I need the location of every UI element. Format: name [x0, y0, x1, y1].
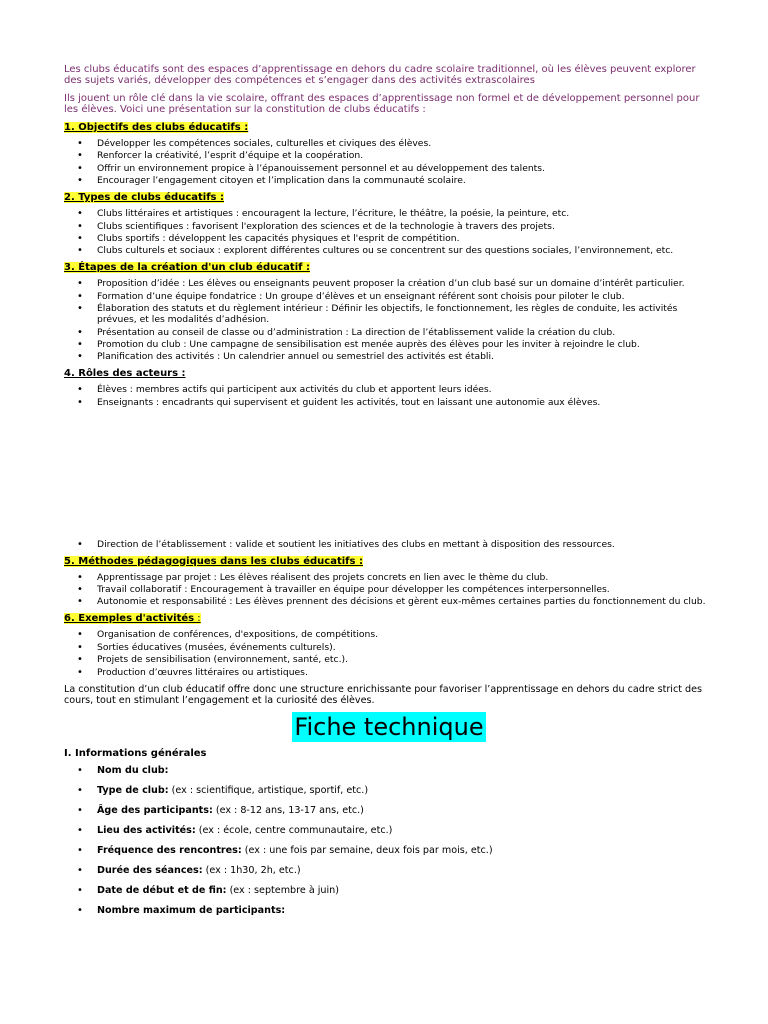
list-item: • Type de club: (ex : scientifique, artistique, sportif, etc.): [64, 785, 714, 797]
list-item: • Apprentissage par projet : Les élèves réalisent des projets concrets en lien avec le thème du club.: [64, 572, 714, 583]
closing-paragraph: La constitution d’un club éducatif offre donc une structure enrichissante pour favoriser l’apprentissage en dehors du cadre strict des cours, tout en stimulant l’engagement et la curiosité des élèves.: [64, 683, 703, 706]
list-info: [64, 765, 714, 917]
list-item: • Clubs culturels et sociaux : explorent différentes cultures ou se concentrent sur des questions sociales, l’environnement, etc.: [64, 245, 714, 256]
intro-paragraph-2: Ils jouent un rôle clé dans la vie scolaire, offrant des espaces d’apprentissage non formel et de développement personnel pour les élèves. Voici une présentation sur la constitution de clubs éducatifs :: [64, 93, 700, 115]
section-heading-methodes: 5. Méthodes pédagogiques dans les clubs éducatifs :: [64, 555, 363, 567]
list-item: • Renforcer la créativité, l’esprit d’équipe et la coopération.: [64, 150, 714, 161]
list-item: • Organisation de conférences, d'expositions, de compétitions.: [64, 629, 714, 640]
list-item: • Sorties éducatives (musées, événements culturels).: [64, 642, 714, 653]
list-roles-continued: [64, 539, 714, 550]
section-heading-objectifs: 1. Objectifs des clubs éducatifs :: [64, 122, 249, 133]
list-item: • Développer les compétences sociales, culturelles et civiques des élèves.: [64, 138, 714, 149]
list-item: • Enseignants : encadrants qui supervisent et guident les activités, tout en laissant une autonomie aux élèves.: [64, 397, 714, 408]
list-item: • Date de début et de fin: (ex : septembre à juin): [64, 885, 714, 897]
list-roles: [64, 384, 714, 407]
list-item: • Promotion du club : Une campagne de sensibilisation est menée auprès des élèves pour les inviter à rejoindre le club.: [64, 339, 714, 350]
list-item: • Âge des participants: (ex : 8-12 ans, 13-17 ans, etc.): [64, 805, 714, 817]
list-item: • Offrir un environnement propice à l’épanouissement personnel et au développement des talents.: [64, 163, 714, 174]
info-heading: I. Informations générales: [64, 747, 207, 759]
list-item: • Travail collaboratif : Encouragement à travailler en équipe pour développer les compétences interpersonnelles.: [64, 584, 714, 595]
list-item: • Clubs littéraires et artistiques : encouragent la lecture, l’écriture, le théâtre, la poésie, la peinture, etc.: [64, 208, 714, 219]
list-item: • Clubs sportifs : développent les capacités physiques et l'esprit de compétition.: [64, 233, 714, 244]
list-objectifs: [64, 138, 714, 186]
intro-paragraph-1: Les clubs éducatifs sont des espaces d’apprentissage en dehors du cadre scolaire traditionnel, où les élèves peuvent explorer des sujets variés, développer des compétences et s’engager dans des activités extrascolaires: [64, 64, 696, 86]
section-heading-types: 2. Types de clubs éducatifs :: [64, 192, 224, 204]
list-item: • Durée des séances: (ex : 1h30, 2h, etc.): [64, 865, 714, 877]
list-types: [64, 208, 714, 256]
list-item: • Élèves : membres actifs qui participent aux activités du club et apportent leurs idées.: [64, 384, 714, 395]
list-item: • Présentation au conseil de classe ou d’administration : La direction de l’établissement valide la création du club.: [64, 327, 714, 338]
list-item: • Direction de l’établissement : valide et soutient les initiatives des clubs en mettant à disposition des ressources.: [64, 539, 714, 550]
list-item: • Fréquence des rencontres: (ex : une fois par semaine, deux fois par mois, etc.): [64, 845, 714, 857]
list-etapes: [64, 278, 714, 362]
list-item: • Planification des activités : Un calendrier annuel ou semestriel des activités est établi.: [64, 351, 714, 362]
list-item: • Lieu des activités: (ex : école, centre communautaire, etc.): [64, 825, 714, 837]
list-item: • Autonomie et responsabilité : Les élèves prennent des décisions et gèrent eux-mêmes certaines parties du fonctionnement du club.: [64, 596, 714, 607]
fiche-title: Fiche technique: [294, 712, 484, 741]
fiche-title-wrap: [64, 712, 714, 742]
list-exemples: [64, 629, 714, 677]
list-item: • Nom du club:: [64, 765, 714, 777]
list-item: • Formation d’une équipe fondatrice : Un groupe d’élèves et un enseignant référent sont choisis pour piloter le club.: [64, 291, 714, 302]
list-item: • Production d’œuvres littéraires ou artistiques.: [64, 667, 714, 678]
list-item: • Nombre maximum de participants:: [64, 905, 714, 917]
section-heading-exemples: 6. Exemples d'activités :: [64, 613, 201, 625]
list-methodes: [64, 572, 714, 608]
section-heading-roles: 4. Rôles des acteurs :: [64, 368, 186, 380]
list-item: • Projets de sensibilisation (environnement, santé, etc.).: [64, 654, 714, 665]
list-item: • Élaboration des statuts et du règlement intérieur : Définir les objectifs, le fonctionnement, les règles de conduite, les activités prévues, et les modalités d’adhésion.: [64, 303, 714, 325]
document-page: [64, 64, 714, 925]
section-heading-etapes: 3. Étapes de la création d'un club éducatif :: [64, 262, 310, 274]
list-item: • Clubs scientifiques : favorisent l'exploration des sciences et de la technologie à travers des projets.: [64, 221, 714, 232]
list-item: • Proposition d’idée : Les élèves ou enseignants peuvent proposer la création d’un club basé sur un domaine d’intérêt particulier.: [64, 278, 714, 289]
list-item: • Encourager l’engagement citoyen et l’implication dans la communauté scolaire.: [64, 175, 714, 186]
